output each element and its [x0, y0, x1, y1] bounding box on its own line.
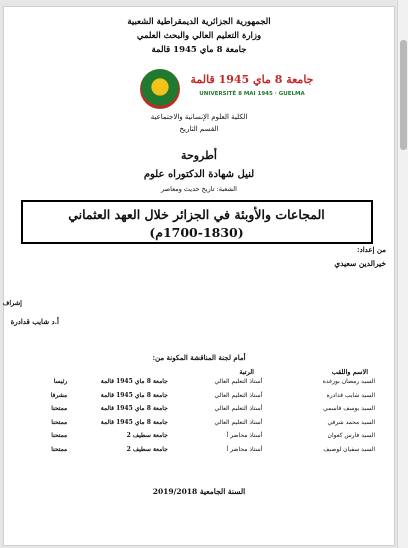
table-row [26, 375, 376, 389]
member-name: السيد يوسف قاسمي [323, 405, 375, 413]
college-name: الكلية العلوم الإنسانية والاجتماعية [150, 113, 248, 121]
member-name: السيد سفيان لوصيف [323, 445, 375, 453]
member-rank: أستاذ التعليم العالي [214, 405, 263, 413]
member-rank: أستاذ التعليم العالي [214, 391, 263, 399]
member-role: ممتحنا [51, 445, 68, 453]
member-rank: أستاذ محاضر أ [226, 445, 263, 453]
member-rank: أستاذ التعليم العالي [214, 418, 263, 426]
table-row [26, 443, 376, 457]
vertical-scrollbar[interactable] [397, 0, 408, 548]
member-name: السيد محمد شرقي [327, 418, 375, 426]
member-role: رئيسا [53, 378, 68, 386]
academic-year: السنة الجامعية 2019/2018 [152, 487, 246, 496]
col-name-header: الاسم واللقب [331, 368, 368, 376]
table-row [26, 429, 376, 443]
thesis-title-box [21, 200, 373, 244]
thesis-type: أطروحة [181, 149, 217, 162]
member-role: ممتحنا [51, 432, 68, 440]
university-heading: جامعة 8 ماي 1945 قالمة [151, 45, 247, 55]
department-name: القسم التاريخ [179, 125, 219, 133]
member-rank: أستاذ التعليم العالي [214, 378, 263, 386]
member-role: ممتحنا [51, 418, 68, 426]
committee-table [26, 375, 376, 456]
scrollbar-thumb[interactable] [400, 40, 407, 150]
supervisor-name: أ.د شايب قدادرة [10, 317, 59, 326]
member-university: جامعة 8 ماي 1945 قالمة [100, 418, 168, 426]
member-role: مشرفا [50, 391, 68, 399]
document-page [3, 6, 395, 546]
logo-french-text: UNIVERSITÉ 8 MAI 1945 · GUELMA [199, 91, 305, 97]
ministry-heading: وزارة التعليم العالي والبحث العلمي [136, 31, 262, 41]
member-name: السيد شايب قدادرة [326, 391, 375, 399]
table-row [26, 402, 376, 416]
col-rank-header: الرتبة [239, 368, 254, 376]
member-name: السيد فارس كعوان [327, 432, 375, 440]
member-role: ممتحنا [51, 405, 68, 413]
table-row [26, 416, 376, 430]
member-university: جامعة 8 ماي 1945 قالمة [100, 378, 168, 386]
member-university: جامعة سطيف 2 [126, 432, 168, 440]
branch-line: الشعبة: تاريخ حديث ومعاصر [161, 185, 237, 193]
thesis-title-line1: المجاعات والأوبئة في الجزائر خلال العهد العثماني [68, 207, 325, 222]
university-logo [134, 67, 324, 113]
member-name: السيد رمضان بورغدة [322, 378, 375, 386]
logo-arabic-text: جامعة 8 ماي 1945 قالمة [190, 73, 314, 86]
member-university: جامعة سطيف 2 [126, 445, 168, 453]
prepared-by-label: من إعداد: [357, 245, 386, 254]
university-emblem-icon [140, 69, 180, 109]
member-rank: أستاذ محاضر أ [226, 432, 263, 440]
degree-line: لنيل شهادة الدكتوراه علوم [143, 169, 255, 180]
republic-heading: الجمهورية الجزائرية الديمقراطية الشعبية [127, 17, 271, 27]
thesis-title-line2: (1700-1830م) [149, 225, 244, 240]
table-row [26, 389, 376, 403]
member-university: جامعة 8 ماي 1945 قالمة [100, 391, 168, 399]
member-university: جامعة 8 ماي 1945 قالمة [100, 405, 168, 413]
committee-heading: أمام لجنة المناقشة المكونة من: [152, 353, 246, 362]
student-name: خيرالدين سعيدي [334, 259, 386, 268]
supervision-label: إشراف [2, 299, 22, 307]
